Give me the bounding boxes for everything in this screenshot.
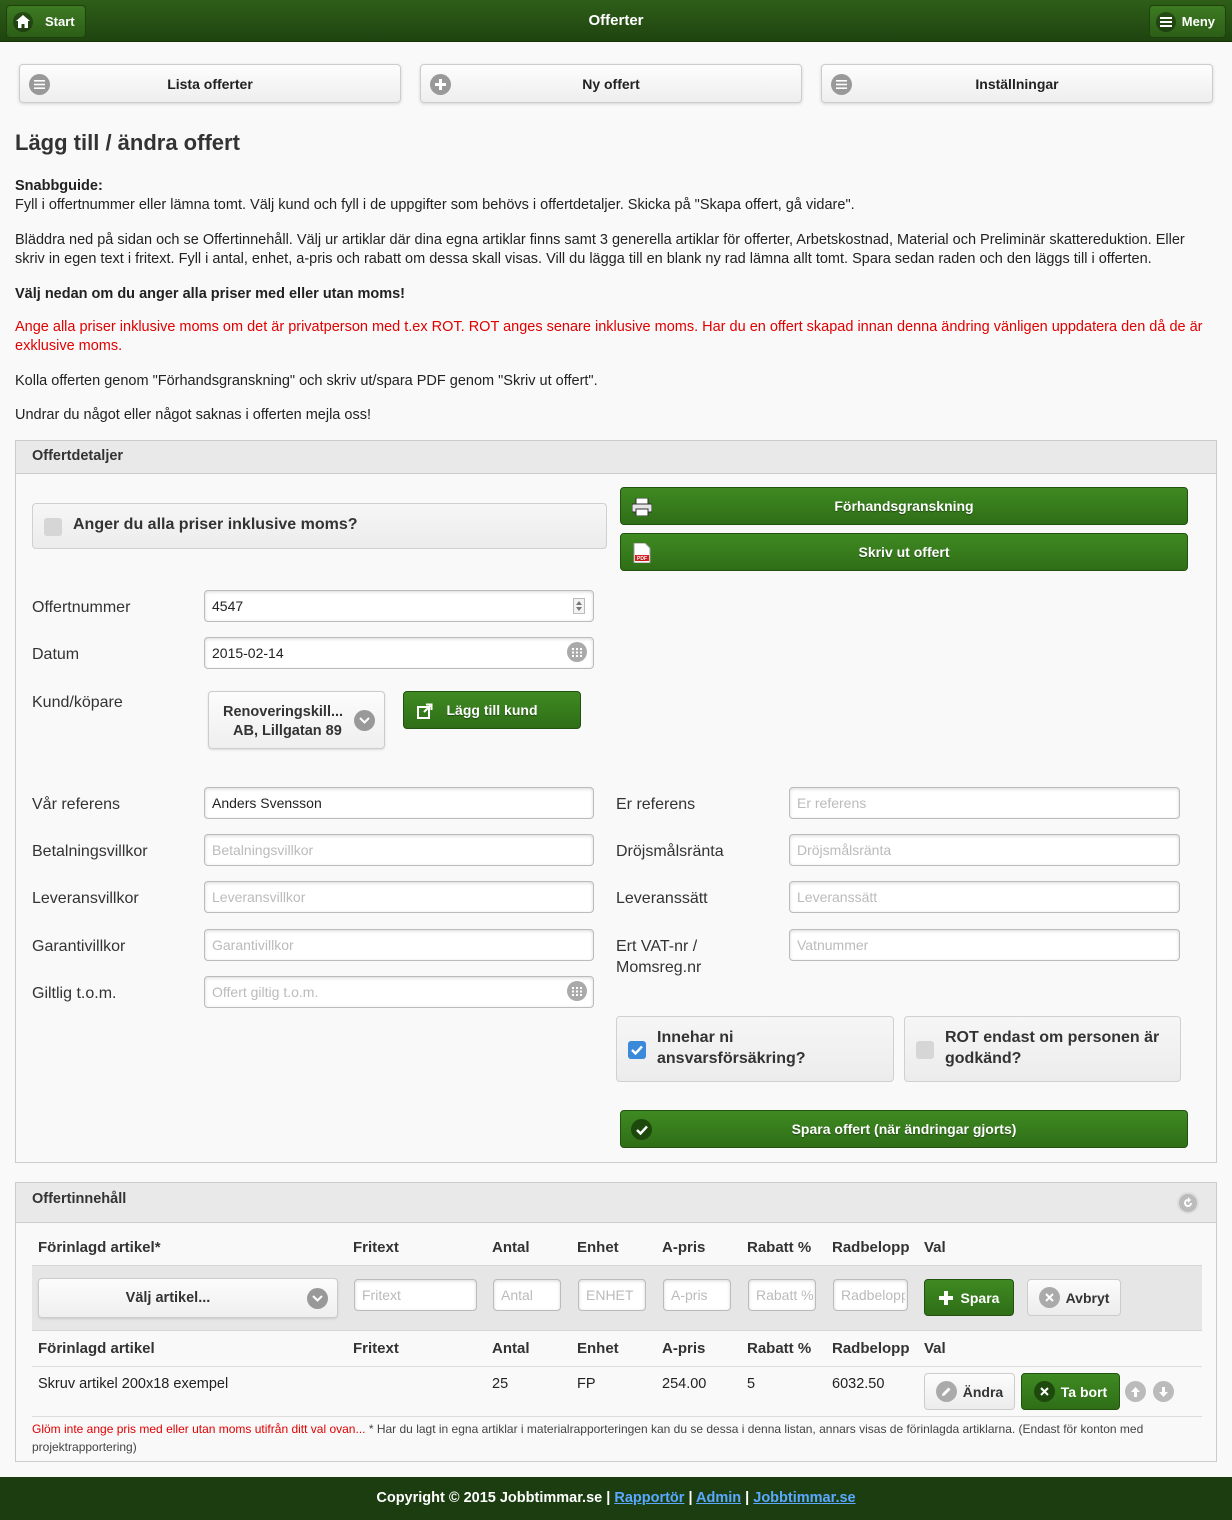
pencil-icon (936, 1381, 957, 1402)
moms-checkbox[interactable] (44, 518, 62, 536)
printer-icon (631, 496, 652, 517)
page-header-title: Offerter (588, 12, 644, 29)
fritext-input[interactable] (354, 1279, 477, 1311)
insurance-checkbox[interactable] (628, 1041, 646, 1059)
footer-link-rapportor[interactable]: Rapportör (614, 1490, 685, 1506)
cancel-row-label: Avbryt (1065, 1289, 1110, 1306)
col-rabatt: Rabatt % (747, 1340, 812, 1357)
row-rabatt: 5 (747, 1376, 756, 1392)
divider (32, 1416, 1202, 1417)
payment-terms-label: Betalningsvillkor (32, 843, 148, 860)
col-article: Förinlagd artikel (38, 1340, 155, 1357)
col-enhet: Enhet (577, 1340, 619, 1357)
pdf-icon (631, 542, 652, 563)
add-customer-label: Lägg till kund (446, 702, 538, 718)
edit-row-label: Ändra (962, 1383, 1004, 1400)
number-spinner-icon[interactable] (573, 598, 585, 614)
customer-select-line1: Renoveringskill... (223, 704, 344, 720)
rot-checkbox-card[interactable] (904, 1016, 1181, 1082)
col-fritext: Fritext (353, 1340, 399, 1357)
date-input[interactable] (204, 637, 594, 669)
offer-details-heading: Offertdetaljer (16, 441, 1216, 474)
our-reference-input[interactable] (204, 787, 594, 819)
delete-row-label: Ta bort (1060, 1383, 1108, 1400)
offer-number-input[interactable] (204, 590, 594, 622)
new-offer-button[interactable] (420, 64, 802, 103)
chevron-down-icon (354, 710, 375, 731)
guide-paragraph-2: Bläddra ned på sidan och se Offertinnehåll. Välj ur artiklar där dina egna artiklar finns samt 3 generella artiklar för offerter, Arbetskostnad, Material och Preliminär skattereduktion. Eller skriv in egen text i fritext. Fyll i antal, enhet, a-pris och rabatt om dessa skall visas. Vill du lägga till en blank ny rad lämna allt tomt. Spara sedan raden och den läggs till i offerten. (15, 232, 1185, 267)
settings-label: Inställningar (975, 75, 1059, 92)
col-apris-edit: A-pris (662, 1239, 706, 1256)
late-interest-label: Dröjsmålsränta (616, 843, 724, 860)
offer-content-panel (15, 1182, 1217, 1462)
guide-warning: Ange alla priser inklusive moms om det är privatperson med t.ex ROT. ROT anges senare inklusive moms. Har du en offert skapad innan denna ändring vänligen uppdatera den då de är exklusive moms. (15, 319, 1203, 354)
antal-input[interactable] (493, 1279, 561, 1311)
list-icon (29, 74, 50, 95)
list-offers-button[interactable] (19, 64, 401, 103)
save-offer-button[interactable] (620, 1110, 1188, 1148)
col-rabatt-edit: Rabatt % (747, 1239, 812, 1256)
divider (32, 1366, 1202, 1367)
article-select[interactable] (38, 1278, 338, 1318)
apris-input[interactable] (663, 1279, 731, 1311)
insurance-label-line2: ansvarsförsäkring? (657, 1050, 806, 1067)
print-offer-button[interactable] (620, 533, 1188, 571)
new-offer-label: Ny offert (582, 75, 640, 92)
enhet-input[interactable] (578, 1279, 646, 1311)
content-note-text: * Har du lagt in egna artiklar i materialrapporteringen kan du se dessa i denna listan, annars visas de förinlagda artiklarna. (Endast för konton med projektrapportering) (32, 1422, 1144, 1454)
start-button-label: Start (45, 14, 75, 29)
valid-until-input[interactable] (204, 976, 594, 1008)
footer-separator: | (688, 1490, 693, 1506)
external-link-icon (414, 700, 435, 721)
cancel-row-button[interactable] (1027, 1279, 1121, 1316)
chevron-down-icon (307, 1288, 328, 1309)
save-row-button[interactable] (924, 1279, 1014, 1316)
calendar-icon[interactable] (567, 642, 587, 666)
col-enhet-edit: Enhet (577, 1239, 619, 1256)
col-val-edit: Val (924, 1239, 946, 1256)
guide-paragraph-5: Kolla offerten genom "Förhandsgranskning" och skriv ut/spara PDF genom "Skriv ut offert". (15, 373, 598, 389)
footer-separator: | (745, 1490, 750, 1506)
content-note (32, 1420, 1202, 1456)
offer-content-heading (16, 1183, 1216, 1223)
add-customer-button[interactable] (403, 691, 581, 729)
row-antal: 25 (492, 1376, 509, 1392)
guide-paragraph-3: Välj nedan om du anger alla priser med eller utan moms! (15, 286, 405, 302)
delete-row-button[interactable] (1021, 1373, 1120, 1410)
delivery-method-input[interactable] (789, 881, 1180, 913)
save-row-label: Spara (960, 1289, 1000, 1306)
delivery-terms-input[interactable] (204, 881, 594, 913)
article-select-label: Välj artikel... (125, 1290, 211, 1306)
list-icon (831, 74, 852, 95)
col-fritext-edit: Fritext (353, 1239, 399, 1256)
vat-label-line1: Ert VAT-nr / (616, 938, 698, 955)
footer (0, 1477, 1232, 1520)
moms-question-label: Anger du alla priser inklusive moms? (73, 516, 358, 533)
rot-label-line2: godkänd? (945, 1050, 1022, 1067)
row-enhet: FP (577, 1376, 596, 1392)
print-offer-label: Skriv ut offert (858, 544, 950, 560)
content-note-warning: Glöm inte ange pris med eller utan moms utifrån ditt val ovan... (32, 1422, 366, 1436)
col-apris: A-pris (662, 1340, 706, 1357)
delivery-terms-label: Leveransvillkor (32, 890, 139, 907)
customer-label: Kund/köpare (32, 694, 123, 711)
radbelopp-input[interactable] (833, 1279, 908, 1311)
calendar-icon[interactable] (567, 981, 587, 1005)
col-radbelopp: Radbelopp (832, 1340, 910, 1357)
menu-button-label: Meny (1181, 14, 1215, 29)
settings-button[interactable] (821, 64, 1213, 103)
vat-label-line2: Momsreg.nr (616, 959, 702, 976)
refresh-icon[interactable] (1177, 1192, 1199, 1214)
footer-link-jobbtimmar[interactable]: Jobbtimmar.se (753, 1490, 856, 1506)
page-title: Lägg till / ändra offert (15, 130, 240, 155)
col-article-edit: Förinlagd artikel* (38, 1239, 161, 1256)
svg-text:PDF: PDF (636, 555, 647, 562)
vat-number-input[interactable] (789, 929, 1180, 961)
col-val: Val (924, 1340, 946, 1357)
guide-heading: Snabbguide: (15, 178, 103, 194)
your-reference-label: Er referens (616, 796, 696, 813)
close-icon (1039, 1287, 1060, 1308)
preview-button[interactable] (620, 487, 1188, 525)
top-bar (0, 0, 1232, 42)
check-icon (631, 1119, 652, 1140)
row-article: Skruv artikel 200x18 exempel (38, 1376, 229, 1392)
row-radbelopp: 6032.50 (832, 1376, 885, 1392)
rot-label-line1: ROT endast om personen är (945, 1029, 1160, 1046)
late-interest-input[interactable] (789, 834, 1180, 866)
col-antal-edit: Antal (492, 1239, 530, 1256)
insurance-label-line1: Innehar ni (657, 1029, 734, 1046)
row-apris: 254.00 (662, 1376, 707, 1392)
offer-number-label: Offertnummer (32, 599, 131, 616)
close-icon (1034, 1381, 1055, 1402)
col-radbelopp-edit: Radbelopp (832, 1239, 910, 1256)
customer-select-line2: AB, Lillgatan 89 (233, 723, 342, 739)
list-offers-label: Lista offerter (167, 75, 253, 92)
preview-button-label: Förhandsgranskning (834, 498, 974, 514)
moms-checkbox-card[interactable] (32, 503, 607, 549)
warranty-label: Garantivillkor (32, 938, 126, 955)
arrow-up-icon[interactable] (1125, 1381, 1146, 1402)
footer-link-admin[interactable]: Admin (696, 1490, 742, 1506)
arrow-down-icon[interactable] (1153, 1381, 1174, 1402)
footer-separator: | (606, 1490, 611, 1506)
col-antal: Antal (492, 1340, 530, 1357)
rot-checkbox[interactable] (916, 1041, 934, 1059)
warranty-input[interactable] (204, 929, 594, 961)
our-reference-label: Vår referens (32, 796, 121, 813)
rabatt-input[interactable] (748, 1279, 816, 1311)
guide-paragraph-1: Fyll i offertnummer eller lämna tomt. Välj kund och fyll i de uppgifter som behövs i offertdetaljer. Skicka på "Skapa offert, gå vidare". (15, 197, 855, 213)
offer-content-title: Offertinnehåll (32, 1191, 127, 1207)
footer-copyright: Copyright © 2015 Jobbtimmar.se (376, 1490, 603, 1506)
date-label: Datum (32, 646, 80, 663)
valid-until-label: Giltlig t.o.m. (32, 985, 117, 1002)
plus-icon (430, 74, 451, 95)
payment-terms-input[interactable] (204, 834, 594, 866)
menu-button[interactable] (1149, 5, 1226, 38)
save-offer-label: Spara offert (när ändringar gjorts) (791, 1121, 1017, 1137)
customer-select[interactable] (208, 691, 385, 749)
delivery-method-label: Leveranssätt (616, 890, 708, 907)
plus-icon (939, 1291, 953, 1305)
your-reference-input[interactable] (789, 787, 1180, 819)
offer-details-panel (15, 440, 1217, 1163)
guide-paragraph-6: Undrar du något eller något saknas i offerten mejla oss! (15, 407, 371, 423)
hamburger-icon (1156, 12, 1176, 32)
edit-row-button[interactable] (924, 1373, 1015, 1410)
insurance-checkbox-card[interactable] (616, 1016, 894, 1082)
